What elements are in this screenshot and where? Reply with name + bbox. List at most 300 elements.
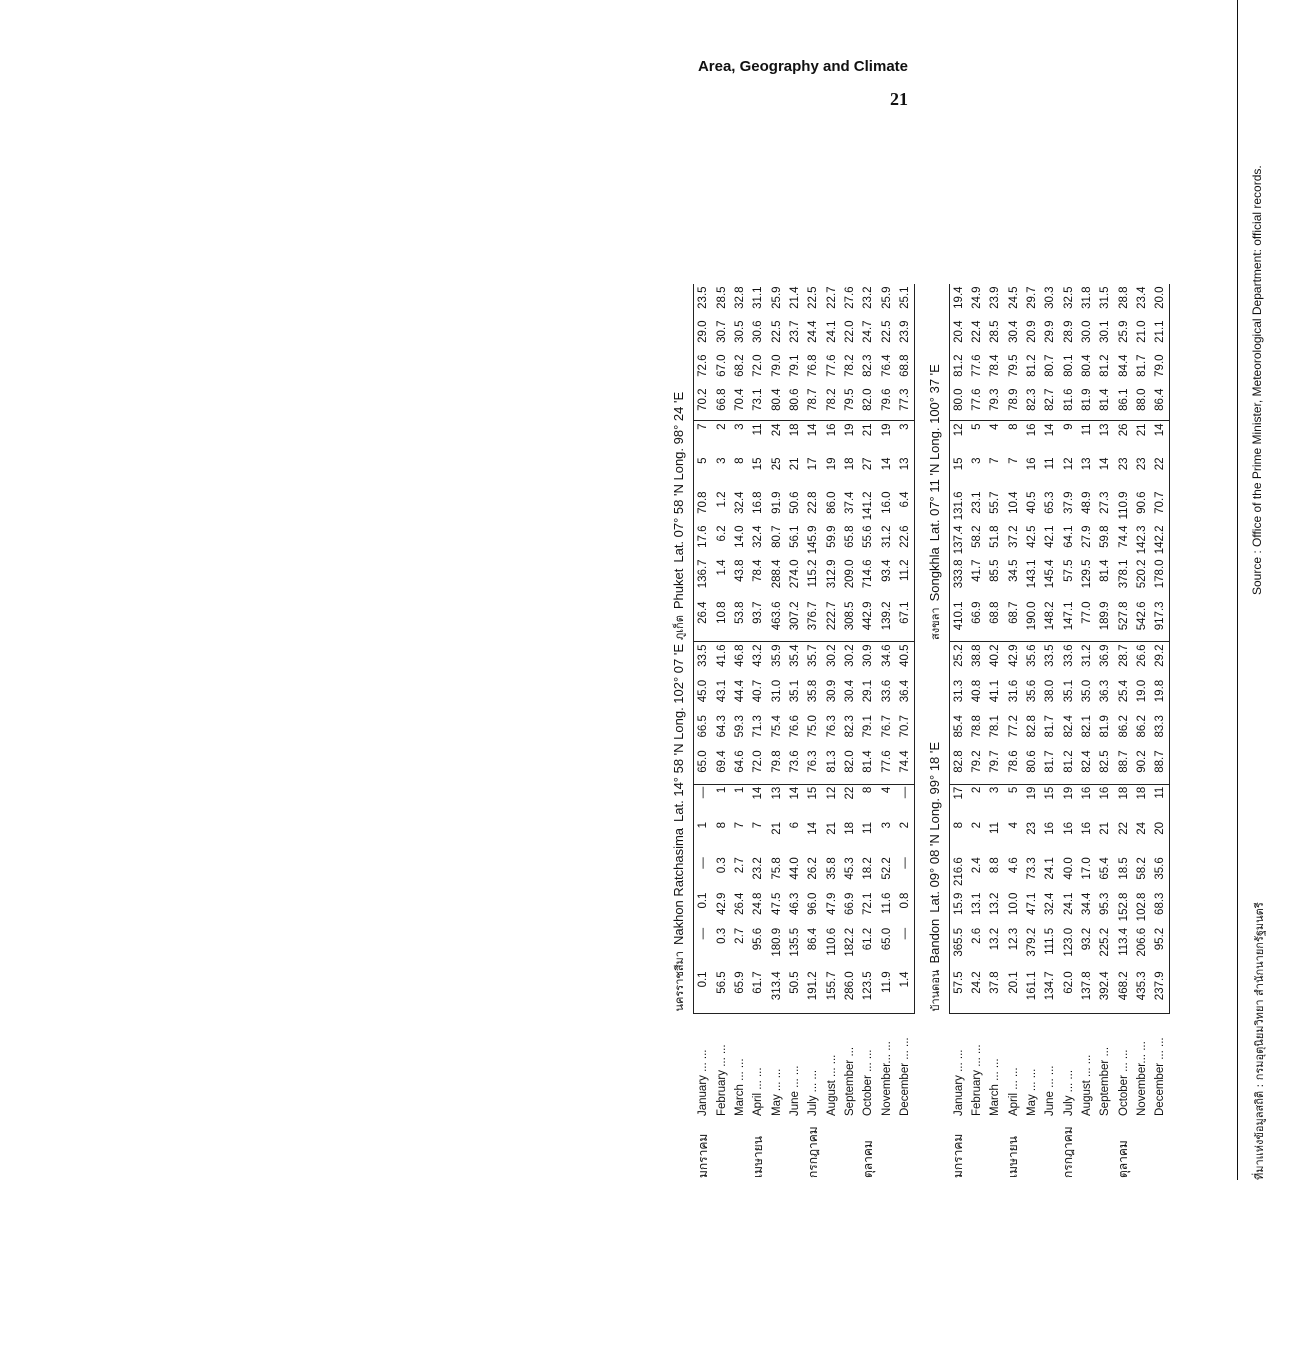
table-cell: 59.8 [1099, 525, 1111, 548]
table-cell: 392.4 [1096, 969, 1114, 1013]
table-cell: 48.9 [1081, 491, 1093, 514]
table-cell: 7 [989, 457, 1001, 464]
table-cell: 14.0 [733, 525, 746, 548]
table-cell: 82.3 [1023, 386, 1041, 421]
table-cell: 25 [770, 457, 783, 471]
table-cell: 79.5 [1007, 354, 1020, 377]
table-cell: 3 [971, 457, 983, 464]
station-name: Songkhla [926, 547, 942, 602]
table-cell: 12 [1062, 457, 1075, 471]
table-cell: 66.9 [843, 892, 856, 915]
table-cell: 6.2 [715, 525, 728, 542]
table-cell: 26.2 [807, 857, 819, 880]
table-cell: 82.4 [1078, 748, 1096, 784]
table-cell: 45.0 [694, 678, 713, 713]
blank-cell [921, 1014, 950, 1181]
table-cell: 147.1 [1059, 599, 1078, 642]
table-cell: 58.2 [971, 525, 983, 548]
station-name: Bandon [926, 918, 942, 964]
table-cell: 79.2 [968, 748, 986, 784]
table-cell: 85.5 [989, 559, 1001, 582]
table-cell: 40.5 [896, 642, 915, 678]
table-cell: 24 [770, 423, 783, 437]
table-cell: 71.3 [752, 715, 764, 738]
table-row [859, 284, 878, 1180]
table-cell: 82.3 [862, 354, 874, 377]
table-cell: 76.3 [825, 715, 838, 738]
table-cell: 22.5 [770, 320, 783, 343]
table-cell: 3 [733, 423, 746, 430]
climate-table-wrap [665, 0, 1170, 1180]
table-cell: 90.6 [1136, 491, 1148, 514]
table-cell: 80.4 [768, 386, 786, 421]
table-cell: 11 [1081, 423, 1093, 436]
table-cell: 113.4 [1117, 927, 1130, 956]
table-cell: 78.6 [1004, 748, 1023, 784]
table-cell: 11 [752, 423, 764, 436]
table-cell: 79.3 [986, 386, 1004, 421]
table-cell: 82.8 [1026, 715, 1038, 738]
table-cell: 11 [1151, 784, 1170, 820]
table-cell: 78.7 [804, 386, 823, 421]
table-cell: 80.6 [786, 386, 804, 421]
table-cell: 24.7 [862, 320, 874, 343]
table-cell: 61.2 [862, 927, 874, 951]
table-cell: 288.4 [770, 559, 783, 589]
table-cell: 155.7 [823, 969, 841, 1013]
table-row [713, 284, 731, 1180]
table-cell: 19.0 [1136, 679, 1148, 703]
table-cell: 2.6 [971, 927, 983, 944]
table-cell: 2 [896, 820, 915, 855]
table-cell: 16 [1026, 457, 1038, 471]
table-cell: 77.3 [896, 386, 915, 421]
table-cell: 42.9 [1007, 644, 1020, 667]
table-cell: 30.6 [752, 320, 764, 343]
table-cell: 22.6 [896, 523, 915, 557]
table-cell: 19.4 [949, 284, 968, 318]
season-label [986, 1118, 1004, 1180]
table-cell: 3 [989, 786, 1001, 794]
table-cell: 1 [694, 820, 713, 855]
table-cell: 29.0 [694, 318, 713, 352]
table-cell: 18 [843, 821, 856, 835]
table-cell: — [896, 784, 915, 820]
table-cell: 26.6 [1136, 644, 1148, 667]
table-cell: 81.6 [1059, 386, 1078, 421]
table-cell: 13.2 [989, 927, 1001, 951]
table-cell: 110.6 [825, 927, 838, 956]
table-cell: 25.2 [949, 642, 968, 678]
table-row [1004, 284, 1023, 1180]
season-label [878, 1118, 896, 1180]
table-cell: 178.0 [1151, 557, 1170, 599]
table-row [1114, 284, 1133, 1180]
table-cell: 31.0 [770, 679, 783, 703]
table-cell: 111.5 [1044, 927, 1056, 955]
table-cell: 19 [843, 423, 856, 437]
month-label: January ... ... [697, 1049, 709, 1116]
season-label [768, 1118, 786, 1180]
table-cell: 30.5 [733, 320, 746, 343]
table-cell: 35.1 [788, 679, 801, 703]
table-cell: 11 [989, 821, 1001, 834]
table-cell: 65.0 [694, 748, 713, 784]
table-cell: 2.7 [733, 927, 746, 944]
month-label: September ... [1099, 1046, 1111, 1116]
table-row [949, 284, 968, 1180]
table-cell: 27.9 [1081, 525, 1093, 548]
table-cell: 23 [1026, 821, 1038, 835]
table-cell: 307.2 [786, 599, 804, 642]
table-cell: 75.8 [770, 857, 783, 880]
table-cell: 25.9 [1117, 320, 1130, 343]
table-cell: 79.1 [862, 715, 874, 738]
table-cell: 28.7 [1117, 644, 1130, 667]
table-cell: 72.0 [752, 354, 764, 377]
table-cell: 30.2 [825, 644, 838, 667]
table-cell: 18 [788, 423, 801, 437]
table-row [896, 284, 915, 1180]
table-cell: 28.5 [989, 320, 1001, 343]
table-cell: 31.8 [1081, 286, 1093, 309]
table-cell: 64.3 [715, 715, 728, 738]
table-cell: 55.6 [862, 525, 874, 548]
month-label: July ... ... [1062, 1069, 1075, 1116]
table-cell: 21.4 [788, 286, 801, 309]
month-label: December ... ... [898, 1037, 911, 1116]
table-cell: 57.5 [949, 969, 968, 1013]
table-cell: 2 [971, 786, 983, 794]
table-cell: 29.2 [1151, 642, 1170, 678]
table-cell: 10.0 [1007, 892, 1020, 915]
table-cell: 93.2 [1081, 927, 1093, 951]
table-cell: 90.2 [1133, 748, 1151, 784]
month-label: April ... ... [752, 1067, 764, 1116]
table-cell: 35.8 [807, 679, 819, 703]
month-label: May ... ... [770, 1068, 783, 1116]
table-cell: 35.1 [1062, 679, 1075, 703]
table-cell: 15 [949, 455, 968, 489]
table-cell: 3 [896, 421, 915, 456]
table-cell: 43.2 [752, 644, 764, 667]
table-cell: 15 [752, 457, 764, 471]
season-label [1023, 1118, 1041, 1180]
table-cell: 24.8 [752, 892, 764, 915]
table-cell: 31.6 [1007, 679, 1020, 703]
table-cell: 5 [1007, 786, 1020, 794]
table-cell: 66.5 [694, 713, 713, 748]
table-cell: 45.3 [843, 857, 856, 880]
table-cell: 8 [949, 820, 968, 855]
table-cell: 24.9 [971, 286, 983, 309]
table-cell: 70.7 [896, 713, 915, 748]
table-cell: 86.1 [1114, 386, 1133, 421]
table-cell: 81.2 [1099, 354, 1111, 377]
table-cell: 13.2 [989, 892, 1001, 915]
table-cell: 95.3 [1099, 892, 1111, 915]
table-cell: 80.6 [1023, 748, 1041, 784]
table-cell: 11.6 [880, 892, 893, 915]
table-row [1151, 284, 1170, 1180]
table-cell: 59.3 [733, 715, 746, 738]
table-cell: 13 [1081, 457, 1093, 471]
station-header-row [921, 284, 950, 1180]
table-cell: 308.5 [841, 599, 859, 642]
table-cell: 23.2 [752, 857, 764, 880]
rotated-table-area [665, 0, 1305, 1180]
table-cell: 93.4 [880, 559, 893, 582]
table-row [823, 284, 841, 1180]
table-cell: 27.6 [843, 286, 856, 309]
table-cell: 26 [1117, 423, 1130, 437]
table-cell: 31.1 [752, 286, 764, 309]
table-cell: 22.5 [807, 286, 819, 309]
table-cell: 8 [1007, 423, 1020, 430]
season-label: กรกฎาคม [805, 1126, 820, 1178]
table-cell: 91.9 [770, 491, 783, 514]
table-cell: 21 [788, 457, 801, 471]
table-cell: 85.4 [949, 713, 968, 748]
table-cell: 15.9 [949, 891, 968, 926]
station-coordinates: Lat. 07° 58 'N Long. 98° 24 'E [671, 391, 686, 563]
table-cell: 139.2 [878, 599, 896, 642]
table-cell: 82.1 [1081, 715, 1093, 738]
table-cell: 216.6 [949, 855, 968, 890]
table-cell: 43.1 [715, 679, 728, 703]
table-cell: 25.4 [1117, 679, 1130, 703]
table-cell: 79.8 [768, 748, 786, 784]
table-cell: 21.0 [1136, 320, 1148, 343]
table-cell: 22.5 [880, 320, 893, 343]
table-cell: 313.4 [768, 969, 786, 1013]
table-cell: 379.2 [1026, 927, 1038, 957]
table-cell: 7 [733, 821, 746, 829]
table-bottom-rule [1237, 0, 1238, 1180]
table-cell: 86.2 [1117, 715, 1130, 738]
table-cell: 23.2 [862, 286, 874, 309]
table-cell: 42.9 [715, 892, 728, 915]
season-label: เมษายน [1006, 1136, 1020, 1178]
table-cell: 8 [733, 457, 746, 464]
table-cell: 25.9 [880, 286, 893, 309]
table-row [1133, 284, 1151, 1180]
table-cell: 19.8 [1151, 678, 1170, 713]
table-cell: 527.8 [1114, 599, 1133, 642]
table-cell: 77.0 [1078, 599, 1096, 642]
month-label: August ... ... [825, 1054, 838, 1116]
table-cell: 81.4 [859, 748, 878, 784]
table-cell: 5 [971, 423, 983, 430]
month-label: October ... ... [862, 1049, 874, 1116]
table-cell: 74.4 [1117, 525, 1130, 548]
table-cell: 917.3 [1151, 599, 1170, 642]
table-cell: 73.3 [1026, 857, 1038, 880]
table-cell: 58.2 [1136, 857, 1148, 880]
season-label [713, 1118, 731, 1180]
table-cell: 77.2 [1007, 715, 1020, 738]
table-cell: 50.5 [786, 969, 804, 1013]
table-cell: 10.8 [713, 599, 731, 642]
table-cell: 38.0 [1044, 679, 1056, 703]
season-label [1133, 1118, 1151, 1180]
table-cell: 8 [715, 821, 728, 829]
table-cell: 16 [1081, 786, 1093, 800]
table-cell: 3 [715, 457, 728, 464]
table-cell: 33.5 [1044, 644, 1056, 667]
table-cell: 57.5 [1062, 559, 1075, 582]
table-cell: 14 [788, 786, 801, 800]
table-cell: 19 [880, 423, 893, 437]
table-cell: 80.0 [949, 386, 968, 421]
table-cell: 86.4 [1151, 386, 1170, 421]
table-cell: 12 [825, 786, 838, 800]
station-name: Phuket [671, 568, 686, 610]
table-cell: 82.4 [1062, 715, 1075, 738]
table-cell: 13 [896, 455, 915, 489]
season-label [823, 1118, 841, 1180]
table-cell: 468.2 [1114, 969, 1133, 1013]
season-label [731, 1118, 749, 1180]
table-row [1078, 284, 1096, 1180]
table-cell: 23 [1117, 457, 1130, 471]
table-cell: 2.7 [733, 857, 746, 874]
table-cell: 2 [715, 423, 728, 430]
season-label [896, 1118, 915, 1180]
table-cell: 191.2 [804, 969, 823, 1013]
table-cell: 312.9 [825, 559, 838, 589]
station-thai-name: บ้านดอน [928, 969, 942, 1012]
table-cell: 23.1 [971, 491, 983, 514]
table-cell: 30.2 [843, 644, 856, 667]
table-cell: 62.0 [1059, 969, 1078, 1013]
table-cell: 96.0 [807, 892, 819, 915]
table-cell: 14 [752, 786, 764, 800]
table-cell: 73.6 [786, 748, 804, 784]
table-cell: 22 [843, 786, 856, 800]
climate-table [665, 284, 1170, 1180]
table-cell: 82.3 [843, 715, 856, 738]
table-cell: 1.4 [715, 559, 728, 576]
table-cell: 28.9 [1062, 320, 1075, 343]
table-cell: 68.3 [1151, 891, 1170, 926]
table-cell: 75.4 [770, 715, 783, 738]
month-label: June ... ... [1044, 1065, 1056, 1116]
table-cell: — [694, 926, 713, 970]
table-cell: 28.8 [1117, 286, 1130, 309]
table-cell: 23.9 [989, 286, 1001, 309]
table-cell: 78.9 [1004, 386, 1023, 421]
table-cell: 110.9 [1117, 491, 1130, 520]
table-cell: 79.1 [788, 354, 801, 377]
table-cell: 41.6 [715, 644, 728, 667]
table-row [878, 284, 896, 1180]
table-cell: 7 [1007, 457, 1020, 464]
english-source-note: Source : Office of the Prime Minister, Meteorological Department: official records. [1250, 165, 1264, 595]
table-cell: 24.2 [968, 969, 986, 1013]
month-label: June ... ... [788, 1065, 801, 1116]
table-cell: 80.7 [1044, 354, 1056, 377]
table-cell: 78.1 [989, 715, 1001, 738]
table-cell: 34.5 [1007, 559, 1020, 582]
table-cell: 20 [1151, 820, 1170, 855]
table-cell: 20.1 [1004, 969, 1023, 1013]
table-cell: 410.1 [949, 599, 968, 642]
table-cell: 35.4 [788, 644, 801, 667]
table-cell: 29.1 [862, 679, 874, 703]
table-cell: 7 [694, 421, 713, 456]
table-cell: 21 [1099, 821, 1111, 835]
table-cell: 17.0 [1081, 857, 1093, 880]
section-title: Area, Geography and Climate [697, 58, 908, 75]
table-cell: 47.1 [1026, 892, 1038, 915]
season-label [1041, 1118, 1059, 1180]
table-cell: 17.6 [694, 523, 713, 557]
table-cell: 80.1 [1062, 354, 1075, 377]
table-cell: 43.8 [733, 559, 746, 582]
table-row [768, 284, 786, 1180]
table-cell: 24.1 [825, 320, 838, 343]
table-cell: 78.2 [823, 386, 841, 421]
table-cell: 47.5 [770, 892, 783, 915]
station-name: Nakhon Ratchasima [671, 827, 686, 946]
table-cell: 123.5 [859, 969, 878, 1013]
table-cell: 70.4 [731, 386, 749, 421]
thai-source-note: ที่มาแห่งข้อมูลสถิติ : กรมอุตุนิยมวิทยา สำนักนายกรัฐมนตรี [1253, 902, 1266, 1180]
table-cell: 16 [1099, 786, 1111, 800]
table-cell: 78.4 [752, 559, 764, 582]
table-cell: 32.4 [733, 491, 746, 514]
table-cell: 18 [843, 457, 856, 471]
table-cell: 5 [694, 455, 713, 489]
table-cell: 1.2 [715, 491, 728, 508]
table-row [694, 284, 713, 1180]
table-cell: 11.2 [896, 557, 915, 599]
table-cell: 46.3 [788, 892, 801, 915]
table-cell: 68.8 [986, 599, 1004, 642]
table-cell: 73.1 [749, 386, 768, 421]
table-cell: 32.4 [752, 525, 764, 548]
table-cell: 79.0 [770, 354, 783, 377]
table-cell: 0.1 [694, 969, 713, 1013]
table-cell: 82.8 [949, 748, 968, 784]
table-cell: 23 [1136, 457, 1148, 471]
table-cell: 82.5 [1096, 748, 1114, 784]
table-cell: 30.9 [862, 644, 874, 667]
table-cell: 21 [862, 423, 874, 437]
table-row [1041, 284, 1059, 1180]
table-cell: 11 [1044, 457, 1056, 470]
table-cell: 14 [1151, 421, 1170, 456]
table-cell: 70.8 [694, 489, 713, 523]
season-label: กรกฎาคม [1061, 1126, 1075, 1178]
table-cell: 142.2 [1151, 523, 1170, 557]
table-cell: 35.6 [1026, 644, 1038, 667]
table-cell: 47.9 [825, 892, 838, 915]
table-cell: 82.0 [841, 748, 859, 784]
table-cell: 76.8 [807, 354, 819, 377]
table-cell: 30.0 [1081, 320, 1093, 343]
table-cell: 11.9 [878, 969, 896, 1013]
table-cell: 14 [1044, 423, 1056, 437]
month-label: January ... ... [952, 1049, 965, 1116]
table-cell: 26.4 [694, 599, 713, 642]
table-cell: 30.9 [825, 679, 838, 703]
table-cell: 81.7 [1044, 715, 1056, 738]
table-cell: — [694, 784, 713, 820]
table-cell: 68.7 [1004, 599, 1023, 642]
table-cell: 19 [825, 457, 838, 471]
